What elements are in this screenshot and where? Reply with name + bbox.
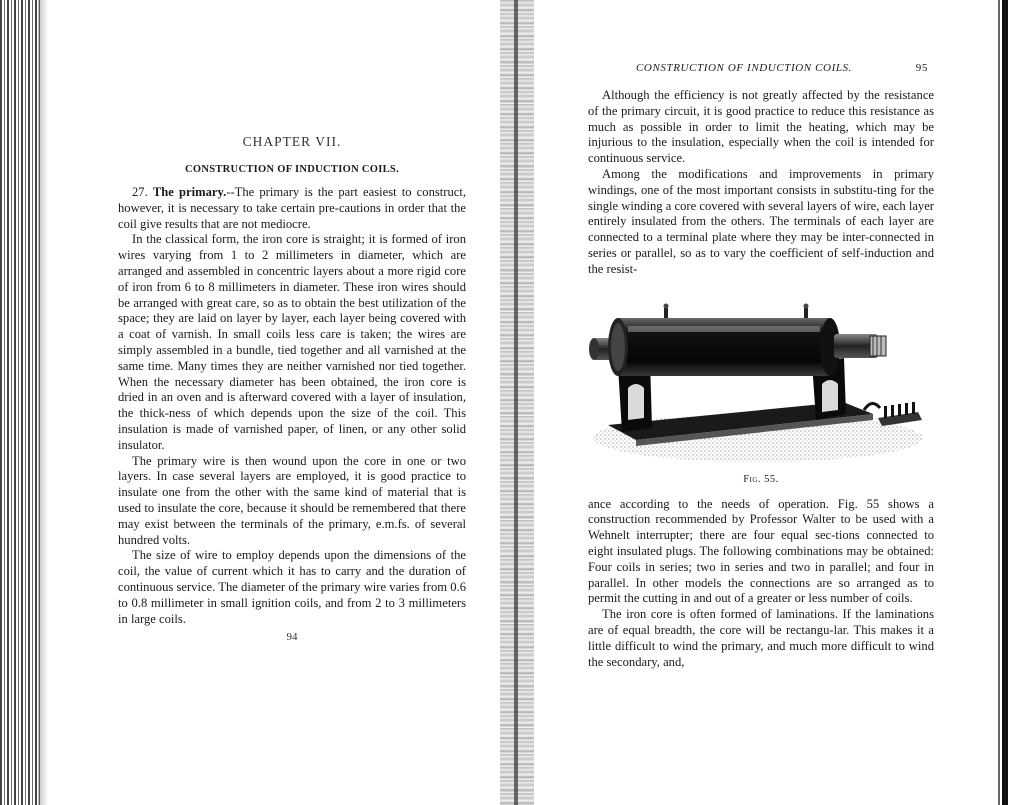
paragraph-efficiency: Although the efficiency is not greatly affected by the resistance of the primary circuit, it is good practice to reduce this resistance as much as possible in order to limit the heating, which may be injurious to the insulation, especially when the coil is intended for continuous service.	[588, 88, 934, 166]
paragraph-modifications: Among the modifications and improvements in primary windings, one of the most important consists in substitu-ting for the single winding a core covered with several layers of wire, each layer entirely insulated from the others. The terminals of each layer are connected to a terminal plate where they may be inter-connected in series or parallel, so as to vary the coefficient of self-induction and the resist-	[588, 166, 934, 276]
chapter-title: CONSTRUCTION OF INDUCTION COILS.	[185, 164, 399, 175]
paragraph-iron-core: In the classical form, the iron core is straight; it is formed of iron wires varying from 1 to 2 millimeters in diameter, which are arranged and assembled in concentric layers about a more rigid core of iron from 6 to 8 millimeters in diameter. These iron wires should be arranged with great care, so as to obtain the best utilization of the space; they are laid on layer by layer, each layer being covered with a coat of varnish. In small coils less care is taken; the wires are simply assembled in a bundle, tied together and all varnished at the same time. Many times they are neither varnished nor tied together. When the necessary diameter has been obtained, the iron core is dried in an oven and is afterward covered with a layer of insulation, the thick-ness of which depends upon the size of the coil. This insulation is made of varnished paper, of linen, or any other solid insulator.	[118, 232, 466, 452]
running-head-title: CONSTRUCTION OF INDUCTION COILS.	[636, 62, 853, 74]
running-head	[588, 62, 934, 80]
scan-edge-shadow	[38, 0, 48, 805]
left-page	[118, 130, 466, 643]
paragraph-text: --The primary is the part easiest to construct, however, it is necessary to take certain pre-cautions in order that the coil give results that are not mediocre.	[118, 185, 466, 231]
section-number: 27.	[132, 185, 148, 199]
gutter-fold-line	[514, 0, 518, 805]
scan-edge-right	[1002, 0, 1008, 805]
chapter-label: CHAPTER VII.	[242, 134, 342, 149]
figure-caption: Fig. 55.	[743, 473, 779, 485]
right-page-number: 95	[915, 62, 928, 74]
right-page	[588, 62, 934, 670]
induction-coil-drawing	[588, 290, 934, 468]
paragraph-primary-intro	[118, 185, 466, 232]
induction-coil-illustration	[588, 290, 934, 468]
paragraph-primary-wire: The primary wire is then wound upon the core in one or two layers. In case several layers are employed, it is good practice to insulate one from the other with the same kind of material that is used to insulate the core, because it should be remembered that there may exist between the terminals of the primary, e.m.fs. of several hundred volts.	[118, 453, 466, 547]
scan-edge-left	[0, 0, 42, 805]
section-title: The primary.	[152, 185, 227, 199]
paragraph-laminations: The iron core is often formed of laminations. If the laminations are of equal breadth, the core will be rectangu-lar. This makes it a little difficult to wind the primary, and much more difficult to wind the secondary, and,	[588, 607, 934, 669]
scan-edge-right-thin	[998, 0, 1000, 805]
paragraph-wire-size: The size of wire to employ depends upon the dimensions of the coil, the value of current which it has to carry and the duration of continuous service. The diameter of the primary wire varies from 0.6 to 0.8 millimeter in small ignition coils, and from 2 to 3 millimeters in large coils.	[118, 548, 466, 626]
left-page-number: 94	[286, 631, 298, 644]
terminal-plug-right	[804, 303, 809, 318]
terminal-plug-left	[664, 303, 669, 318]
paragraph-fig55-description: ance according to the needs of operation. Fig. 55 shows a construction recommended by Professor Walter to be used with a Wehnelt interrupter; there are four equal sec-tions connected to eight insulated plugs. The following combinations may be obtained: Four coils in series; two in series and two in parallel; and four in parallel. In other models the connections are so arranged as to permit the cutting in and out of a greater or less number of coils.	[588, 496, 934, 606]
